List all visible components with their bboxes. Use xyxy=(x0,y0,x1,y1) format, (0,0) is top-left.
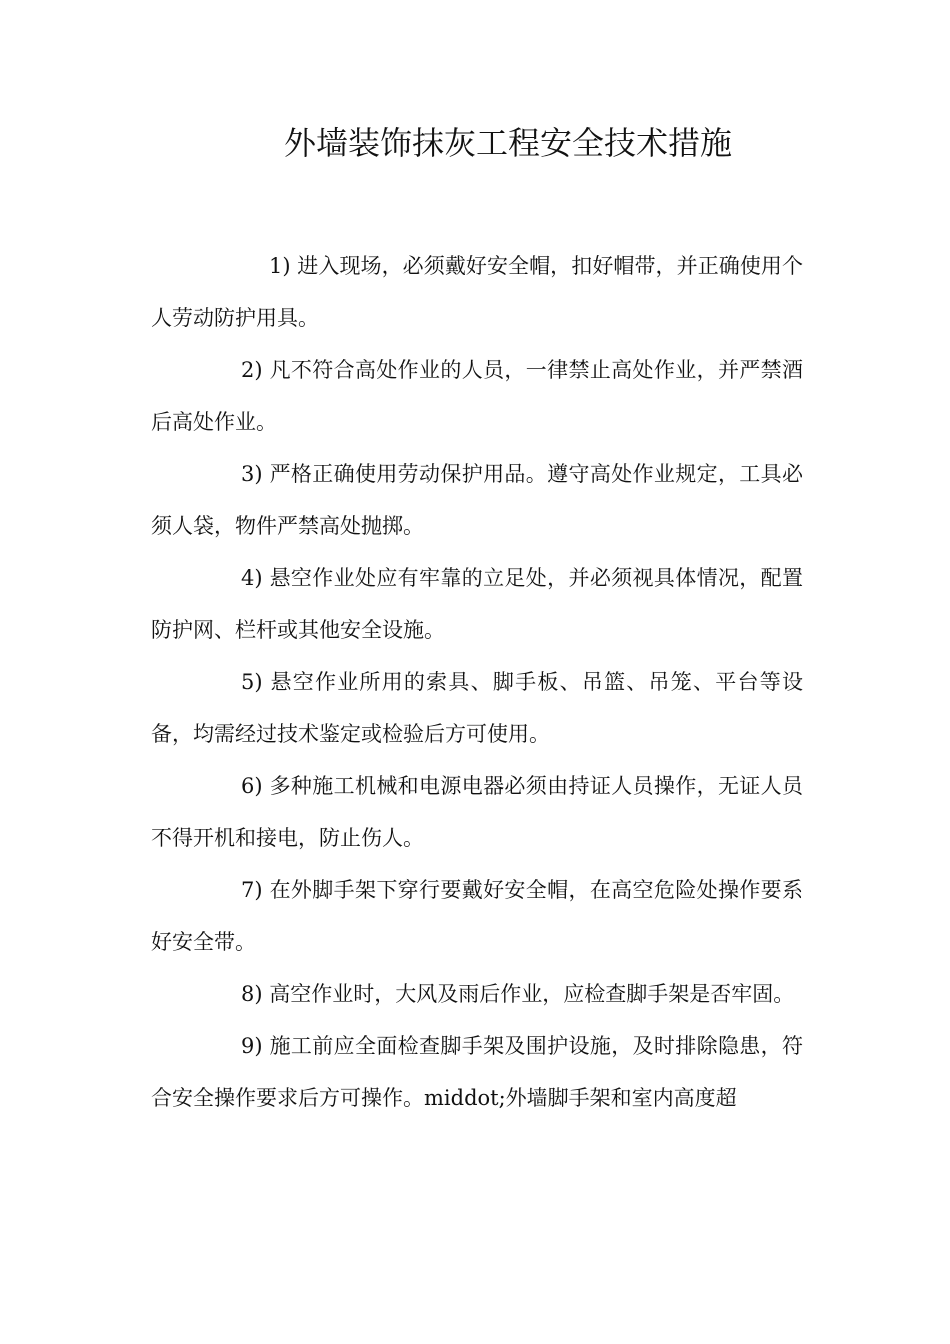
paragraph-1: 1) 进入现场，必须戴好安全帽，扣好帽带，并正确使用个人劳动防护用具。 xyxy=(151,254,803,330)
document-body xyxy=(151,240,803,1124)
paragraph-2: 2) 凡不符合高处作业的人员，一律禁止高处作业，并严禁酒后高处作业。 xyxy=(151,358,803,434)
paragraph-8: 8) 高空作业时，大风及雨后作业，应检查脚手架是否牢固。 xyxy=(241,982,795,1006)
paragraph-6: 6) 多种施工机械和电源电器必须由持证人员操作，无证人员不得开机和接电，防止伤人。 xyxy=(151,774,803,850)
paragraph-4: 4) 悬空作业处应有牢靠的立足处，并必须视具体情况，配置防护网、栏杆或其他安全设施。 xyxy=(151,566,803,642)
paragraph-5: 5) 悬空作业所用的索具、脚手板、吊篮、吊笼、平台等设备，均需经过技术鉴定或检验后方可使用。 xyxy=(151,670,803,746)
paragraph-3: 3) 严格正确使用劳动保护用品。遵守高处作业规定，工具必须人袋，物件严禁高处抛掷。 xyxy=(151,462,803,538)
paragraph-7: 7) 在外脚手架下穿行要戴好安全帽，在高空危险处操作要系好安全带。 xyxy=(151,878,803,954)
document-title: 外墙装饰抹灰工程安全技术措施 xyxy=(283,124,732,162)
paragraph-9: 9) 施工前应全面检查脚手架及围护设施，及时排除隐患，符合安全操作要求后方可操作。middot;外墙脚手架和室内高度超 xyxy=(151,1034,803,1110)
